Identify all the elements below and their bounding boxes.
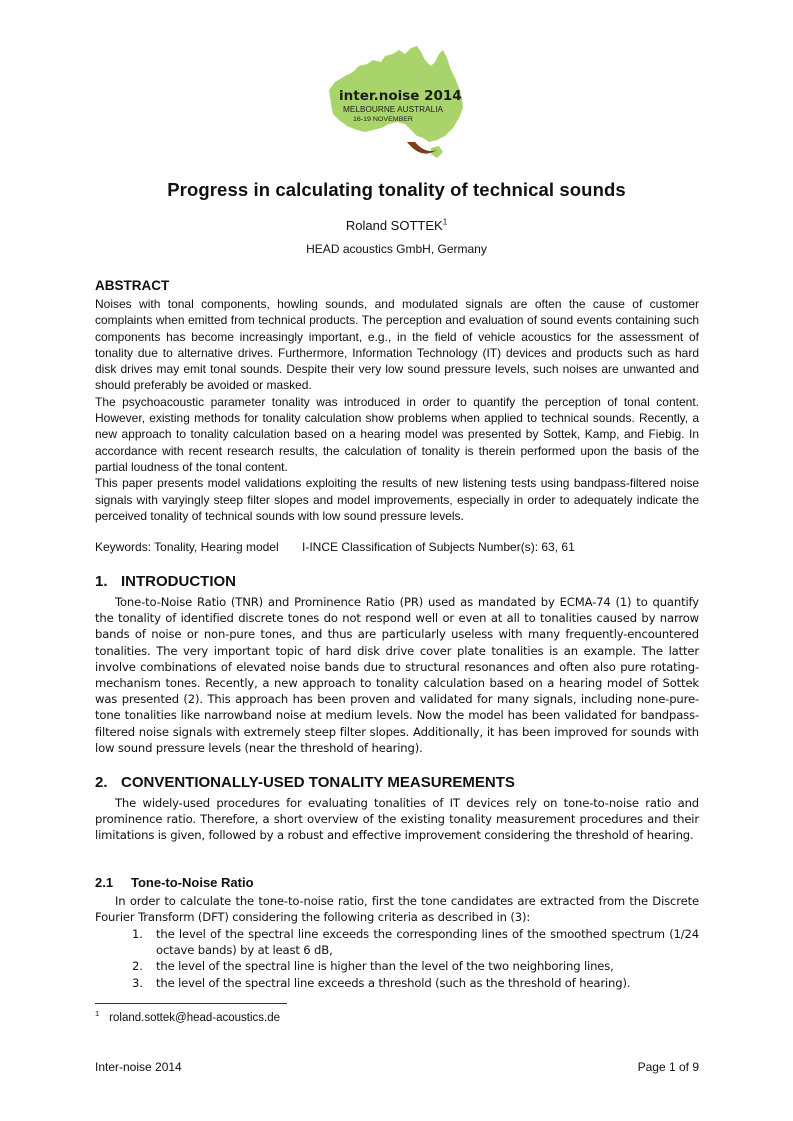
affiliation: HEAD acoustics GmbH, Germany — [306, 242, 487, 256]
section-title: CONVENTIONALLY-USED TONALITY MEASUREMENTS — [121, 774, 515, 791]
section-title: INTRODUCTION — [121, 573, 236, 590]
subsection-number: 2.1 — [95, 875, 114, 890]
subsection-heading-tnr — [95, 875, 254, 890]
author-footnote-mark: 1 — [442, 217, 448, 227]
section-number: 2. — [95, 774, 108, 791]
australia-map-logo — [325, 42, 465, 164]
body-paragraph: In order to calculate the tone-to-noise ratio, first the tone candidates are extracted from the Discrete Fourier Transform (DFT) considering the following criteria as described in (3): — [95, 894, 699, 925]
section-number: 1. — [95, 573, 108, 590]
list-text: the level of the spectral line exceeds a threshold (such as the threshold of hearing). — [156, 975, 631, 990]
list-item — [95, 975, 699, 991]
footnote-email[interactable]: roland.sottek@head-acoustics.de — [109, 1012, 281, 1024]
list-item — [95, 958, 699, 974]
list-item — [95, 926, 699, 958]
author-line — [0, 218, 793, 233]
author-name: Roland SOTTEK — [345, 218, 443, 233]
abstract-paragraph: The psychoacoustic parameter tonality was introduced in order to quantify the perception of tonal content. However, existing methods for tonality calculation show problems when applied to technical sounds. Recently, a new approach to tonality calculation based on a hearing model was presented by Sottek, Kamp, and Fiebig. In accordance with recent research results, the calculation of tonality is therein performed upon the basis of the partial loudness of the tonal content. — [95, 394, 699, 474]
logo-line1: inter.noise 2014 — [339, 88, 462, 104]
paper-title: Progress in calculating tonality of technical sounds — [167, 179, 626, 200]
introduction-body — [95, 594, 699, 756]
list-text: the level of the spectral line exceeds the corresponding lines of the smoothed spectrum (1/24 octave bands) by at least 6 dB, — [156, 927, 699, 958]
body-paragraph: The widely-used procedures for evaluating tonalities of IT devices rely on tone-to-noise ratio and prominence ratio. Therefore, a short overview of the existing tonality measurement procedures and their limitations is given, followed by a robust and effective improvement considering the threshold of hearing. — [95, 796, 699, 843]
abstract-paragraph: Noises with tonal components, howling sounds, and modulated signals are often the cause of customer complaints when emitted from technical products. The perception and evaluation of sound events containing such components has become increasingly important, e.g., in the field of vehicle acoustics for the assessment of tonality due to alternative drives. Furthermore, Information Technology (IT) devices and products such as hard disk drives may emit tonal sounds. Despite their very low sound pressure levels, such noises are unwanted and should preferably be avoided or masked. — [95, 297, 699, 393]
abstract-paragraph: This paper presents model validations exploiting the results of new listening tests using bandpass-filtered noise signals with varyingly steep filter slopes and model improvements, especially in order to adequately indicate the perceived tonality of technical sounds with low sound pressure levels. — [95, 476, 699, 523]
subsection-title: Tone-to-Noise Ratio — [131, 875, 254, 890]
list-number: 2. — [132, 959, 143, 974]
footer-conference: Inter-noise 2014 — [95, 1060, 182, 1074]
keywords-line: Keywords: Tonality, Hearing model I-INCE Classification of Subjects Number(s): 63, 61 — [95, 540, 575, 554]
logo-line2: MELBOURNE AUSTRALIA — [343, 105, 444, 114]
footer-page-number: Page 1 of 9 — [637, 1060, 699, 1074]
footnote-mark: 1 — [95, 1009, 100, 1019]
logo-line3: 16-19 NOVEMBER — [353, 117, 414, 123]
footnote — [95, 1009, 281, 1024]
tnr-body — [95, 893, 699, 925]
section-heading-conventional — [95, 774, 515, 791]
section-heading-introduction — [95, 573, 236, 590]
list-text: the level of the spectral line is higher than the level of the two neighboring lines, — [156, 959, 614, 974]
conference-logo — [325, 42, 465, 164]
footnote-divider — [95, 1003, 287, 1004]
tone-criteria-list — [95, 926, 699, 991]
list-number: 1. — [132, 927, 143, 941]
list-number: 3. — [132, 975, 143, 990]
conventional-body — [95, 795, 699, 844]
abstract-body — [95, 296, 699, 524]
abstract-heading: ABSTRACT — [95, 278, 170, 293]
body-paragraph: Tone-to-Noise Ratio (TNR) and Prominence Ratio (PR) used as mandated by ECMA-74 (1) to quantify the tonality of identified discrete tones do not respond well or even at all to tonalities caused by narrow bands of noise or non-pure tones, and thus are particularly useless with many frequently-encountered tonalities. The very important topic of hard disk drive cover plate tonalities is an example. The latter involve combinations of elevated noise bands due to structural resonances and often also pure rotating-mechanism tones. Recently, a new approach to tonality calculation based on a hearing model of Sottek was presented (2). This approach has been proven and validated for many signals, including none-pure-tone tonalities like narrowband noise at medium levels. Now the model has been validated for bandpass-filtered noise signals with extremely steep filter slopes. Additionally, it has been improved for sounds with low sound pressure levels (near the threshold of hearing). — [95, 595, 699, 755]
